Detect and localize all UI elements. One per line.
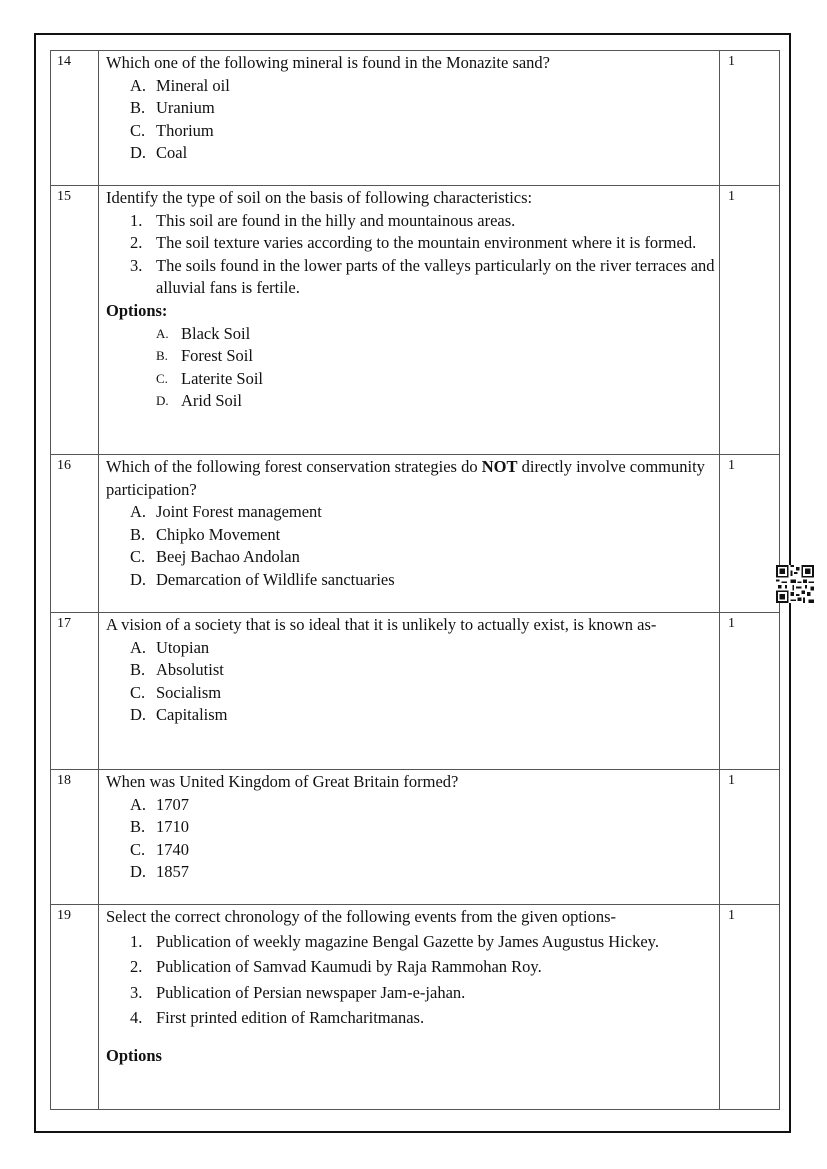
event-list [106,929,715,1031]
option-list [106,501,715,591]
qr-code-icon [776,565,814,603]
option-a: A. Black Soil [156,323,251,343]
option-d: D. Coal [130,143,188,163]
option-b: B. Chipko Movement [130,524,281,544]
question-number: 18 [51,770,99,905]
option-c: C. Laterite Soil [156,368,264,388]
option-b: B. Uranium [130,98,215,118]
characteristic-list [106,210,715,300]
question-marks: 1 [720,186,780,455]
event-1: 1. Publication of weekly magazine Bengal Gazette by James Augustus Hickey. [130,931,659,951]
option-a: A. Joint Forest management [130,502,322,522]
option-d: D. Arid Soil [156,391,242,411]
question-marks: 1 [720,51,780,186]
question-table [50,50,780,1110]
question-row-17 [51,613,780,770]
option-d: D. 1857 [130,862,189,882]
question-marks: 1 [720,455,780,613]
question-content [99,770,720,905]
options-heading: Options: [106,300,168,320]
option-a: A. Utopian [130,637,210,657]
option-c: C. 1740 [130,839,189,859]
option-c: C. Beej Bachao Andolan [130,547,300,567]
question-row-14 [51,51,780,186]
question-content [99,455,720,613]
question-number: 15 [51,186,99,455]
question-text: Identify the type of soil on the basis of following characteristics: [106,188,533,207]
question-content [99,905,720,1110]
question-row-18 [51,770,780,905]
option-c: C. Socialism [130,682,222,702]
option-list [106,323,715,413]
event-4: 4. First printed edition of Ramcharitmanas. [130,1008,425,1028]
question-text: Which one of the following mineral is found in the Monazite sand? [106,53,551,72]
option-b: B. Absolutist [130,660,224,680]
option-list [106,637,715,727]
option-b: B. 1710 [130,817,189,837]
characteristic-3: 3. The soils found in the lower parts of the valleys particularly on the river terraces and alluvial fans is fertile. [130,255,715,298]
question-content [99,51,720,186]
option-d: D. Capitalism [130,705,228,725]
event-3: 3. Publication of Persian newspaper Jam-e-jahan. [130,982,466,1002]
question-row-19 [51,905,780,1110]
options-heading: Options [106,1045,162,1065]
question-text: Which of the following forest conservation strategies do NOT directly involve community participation? [106,457,705,499]
question-row-15 [51,186,780,455]
option-c: C. Thorium [130,120,214,140]
option-a: A. Mineral oil [130,75,230,95]
option-a: A. 1707 [130,794,189,814]
question-text: When was United Kingdom of Great Britain formed? [106,772,459,791]
question-number: 17 [51,613,99,770]
question-text: A vision of a society that is so ideal that it is unlikely to actually exist, is known as- [106,615,657,634]
question-number: 16 [51,455,99,613]
question-number: 19 [51,905,99,1110]
question-row-16 [51,455,780,613]
characteristic-2: 2. The soil texture varies according to the mountain environment where it is formed. [130,233,697,253]
option-d: D. Demarcation of Wildlife sanctuaries [130,569,395,589]
question-number: 14 [51,51,99,186]
option-list [106,75,715,165]
question-text: Select the correct chronology of the following events from the given options- [106,907,616,926]
option-list [106,794,715,884]
question-marks: 1 [720,905,780,1110]
question-content [99,613,720,770]
event-2: 2. Publication of Samvad Kaumudi by Raja Rammohan Roy. [130,957,542,977]
option-b: B. Forest Soil [156,346,253,366]
characteristic-1: 1. This soil are found in the hilly and mountainous areas. [130,210,516,230]
question-content [99,186,720,455]
emphasis-not: NOT [481,457,518,476]
question-marks: 1 [720,613,780,770]
question-marks: 1 [720,770,780,905]
